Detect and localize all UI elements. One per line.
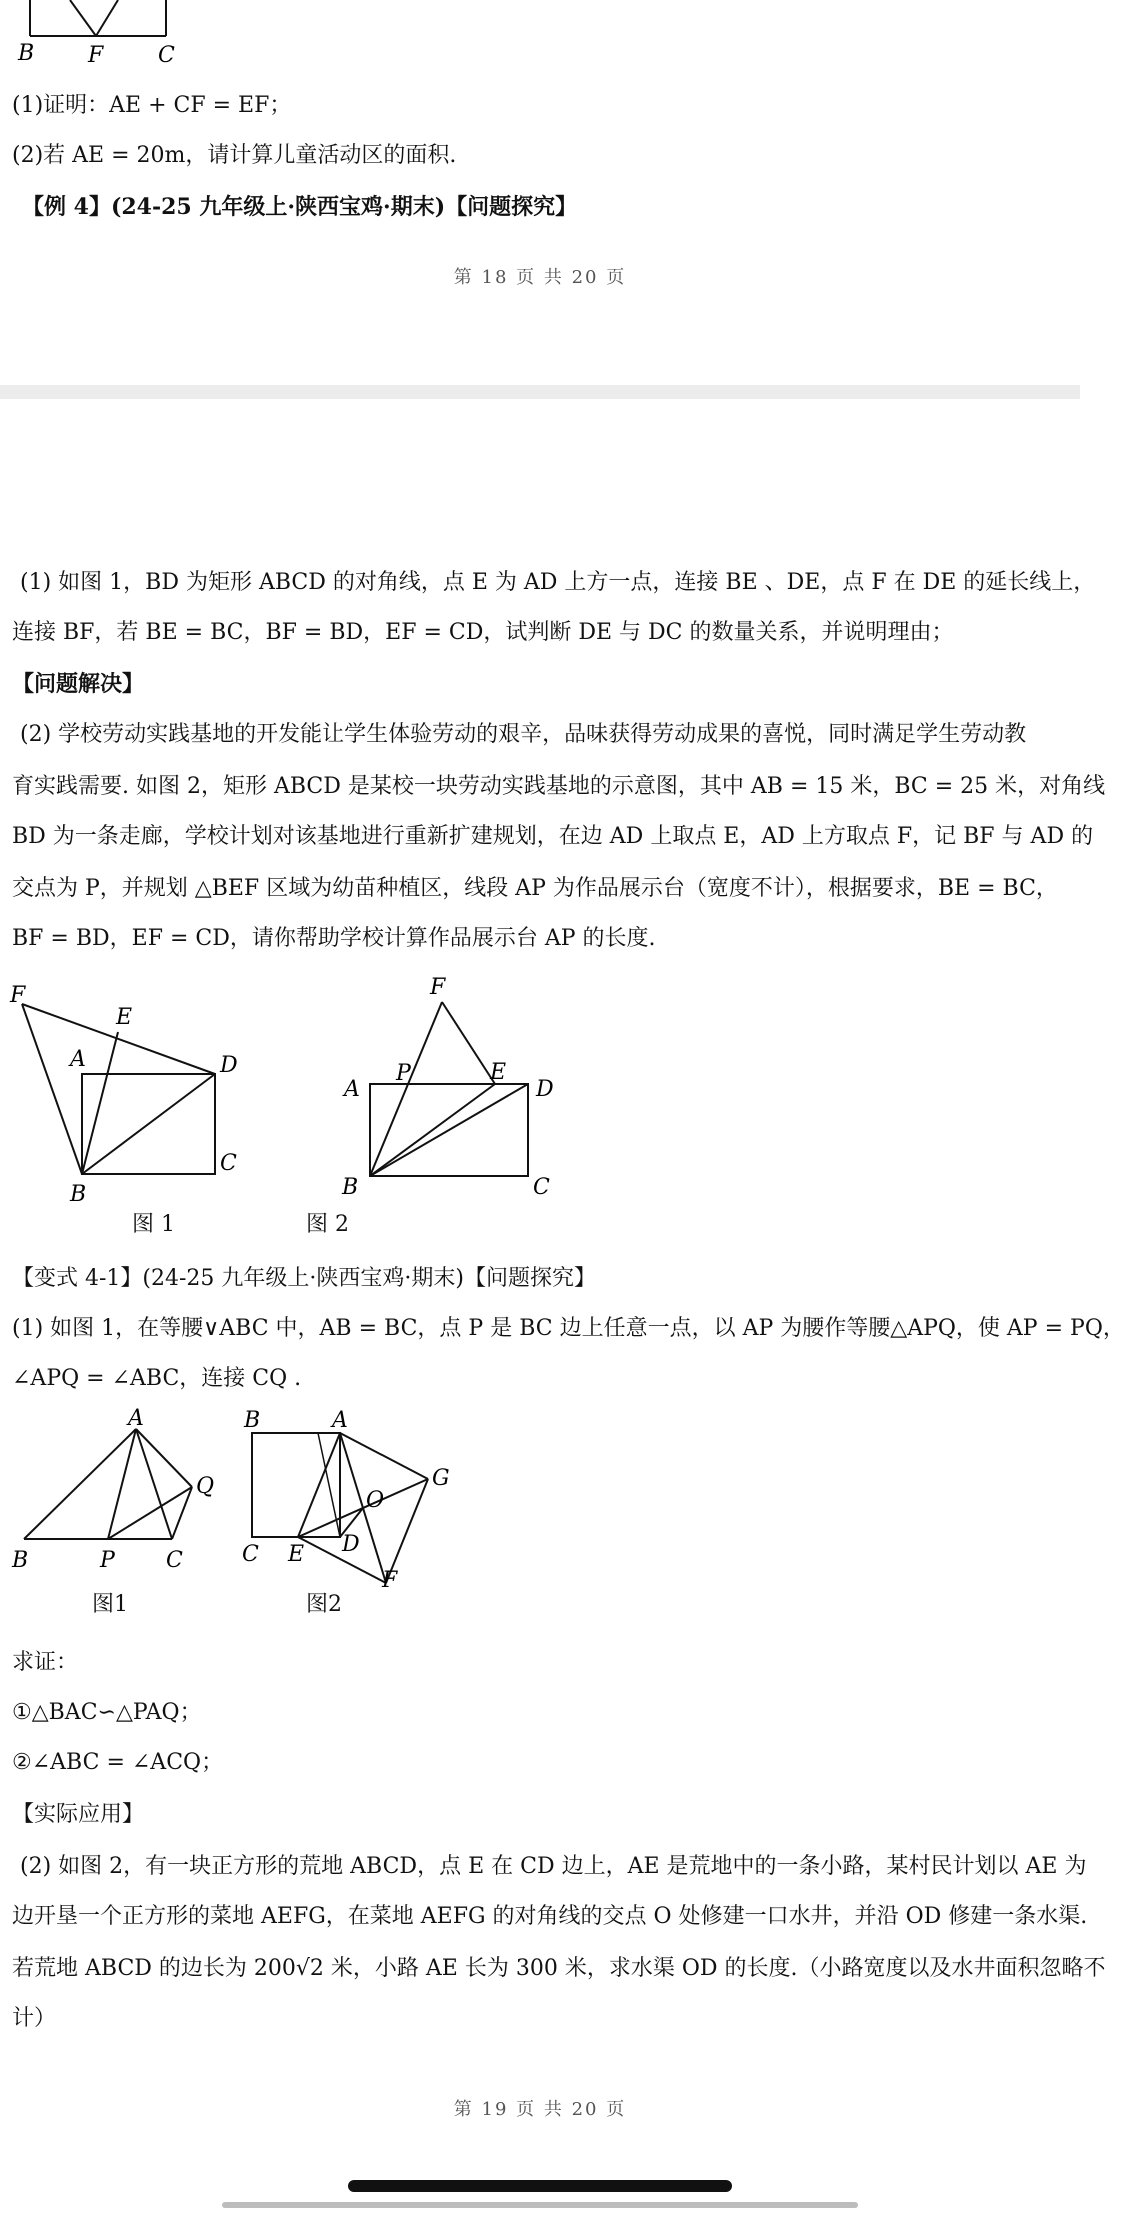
a-line-1: (2) 如图 2，有一块正方形的荒地 ABCD，点 E 在 CD 边上，AE 是荒地中的一条小路，某村民计划以 AE 为 <box>20 1854 1087 1879</box>
p2-line-3: BD 为一条走廊，学校计划对该基地进行重新扩建规划，在边 AD 上取点 E，AD 上方取点 F，记 BF 与 AD 的 <box>12 824 1094 849</box>
fig-label: F <box>382 1568 398 1593</box>
fig-label: C <box>166 1548 183 1573</box>
fig-label: D <box>342 1532 360 1557</box>
fig-label: A <box>70 1047 86 1072</box>
fig-label: C <box>533 1175 550 1200</box>
seg <box>108 1487 192 1539</box>
variant-figure-2 <box>236 1408 466 1593</box>
fig-label: O <box>366 1488 385 1513</box>
seg-bf <box>22 1004 82 1174</box>
figure-2-caption: 图 2 <box>306 1212 349 1237</box>
fig-label: B <box>70 1182 87 1207</box>
page-number-19: 第 19 页 共 20 页 <box>453 2099 627 2120</box>
fig-edge <box>70 0 96 36</box>
fig-label: F <box>10 983 26 1008</box>
fig-label: E <box>116 1005 133 1030</box>
seg <box>136 1429 172 1539</box>
seg <box>172 1487 192 1539</box>
p1-line-2: 连接 BF，若 BE = BC，BF = BD，EF = CD，试判断 DE 与 DC 的数量关系，并说明理由； <box>12 620 954 645</box>
v1-line-1: (1) 如图 1，在等腰∨ABC 中，AB = BC，点 P 是 BC 边上任意一点，以 AP 为腰作等腰△APQ，使 AP = PQ， <box>12 1316 1125 1341</box>
seg <box>108 1429 136 1539</box>
variant-figure-1 <box>0 1406 230 1573</box>
prove-1: ①△BAC∽△PAQ； <box>12 1700 202 1725</box>
page-18 <box>0 0 1080 385</box>
fig-edge <box>96 0 118 36</box>
question-1: (1)证明：AE + CF = EF； <box>12 93 292 118</box>
fig-label: C <box>220 1151 237 1176</box>
fig-label: A <box>344 1077 360 1102</box>
figure-top-partial <box>0 0 200 70</box>
p2-line-5: BF = BD，EF = CD，请你帮助学校计算作品展示台 AP 的长度. <box>12 926 656 951</box>
fig-label: F <box>88 43 104 68</box>
home-indicator[interactable] <box>348 2180 732 2192</box>
a-line-3: 若荒地 ABCD 的边长为 200√2 米，小路 AE 长为 300 米，求水渠 OD 的长度.（小路宽度以及水井面积忽略不 <box>12 1956 1106 1981</box>
a-line-4: 计） <box>12 2006 57 2031</box>
question-2: (2)若 AE = 20m，请计算儿童活动区的面积. <box>12 143 457 168</box>
fig-label: C <box>158 43 175 68</box>
p2-line-2: 育实践需要. 如图 2，矩形 ABCD 是某校一块劳动实践基地的示意图，其中 AB = 15 米，BC = 25 米，对角线 <box>12 774 1106 799</box>
fig-label: E <box>288 1542 305 1567</box>
prove-2: ②∠ABC = ∠ACQ； <box>12 1750 224 1775</box>
page-number-18: 第 18 页 共 20 页 <box>453 267 627 288</box>
fig-label: G <box>432 1466 450 1491</box>
variant-figure-1-caption: 图1 <box>92 1592 128 1617</box>
fig-label: B <box>342 1175 359 1200</box>
page-19 <box>0 399 1125 2217</box>
fig-label: B <box>244 1408 261 1433</box>
fig-label: D <box>220 1053 238 1078</box>
seg-ad <box>318 1433 340 1537</box>
seg-fe <box>442 1002 495 1084</box>
fig-label: P <box>396 1061 411 1086</box>
fig-label: D <box>536 1077 554 1102</box>
square-abcd <box>252 1433 340 1537</box>
fig-label: A <box>332 1408 348 1433</box>
p1-line-1: (1) 如图 1，BD 为矩形 ABCD 的对角线，点 E 为 AD 上方一点，连接 BE 、DE，点 F 在 DE 的延长线上， <box>20 570 1096 595</box>
seg-bd <box>82 1074 215 1174</box>
problem-figure-1 <box>0 964 260 1207</box>
page-gap <box>0 385 1080 399</box>
fig-label: A <box>128 1406 144 1431</box>
solve-heading: 【问题解决】 <box>12 671 145 697</box>
variant-figure-2-caption: 图2 <box>306 1592 342 1617</box>
horizontal-scrollbar[interactable] <box>222 2202 858 2208</box>
seg <box>136 1429 192 1487</box>
prove-heading: 求证： <box>12 1650 79 1675</box>
fig-label: E <box>490 1060 507 1085</box>
seg-ag <box>340 1433 428 1479</box>
p2-line-1: (2) 学校劳动实践基地的开发能让学生体验劳动的艰辛，品味获得劳动成果的喜悦，同时满足学生劳动教 <box>20 722 1027 747</box>
figure-1-caption: 图 1 <box>132 1212 175 1237</box>
example-4-heading: 【例 4】(24-25 九年级上·陕西宝鸡·期末)【问题探究】 <box>22 194 578 220</box>
seg-bd <box>370 1084 528 1176</box>
fig-label: B <box>18 41 35 66</box>
seg <box>24 1429 136 1539</box>
problem-figure-2 <box>330 964 580 1200</box>
a-line-2: 边开垦一个正方形的菜地 AEFG，在菜地 AEFG 的对角线的交点 O 处修建一口水井，并沿 OD 修建一条水渠. <box>12 1904 1088 1929</box>
fig-label: F <box>430 975 446 1000</box>
variant-heading: 【变式 4-1】(24-25 九年级上·陕西宝鸡·期末)【问题探究】 <box>12 1266 596 1291</box>
apply-heading: 【实际应用】 <box>12 1802 145 1827</box>
fig-label: C <box>242 1542 259 1567</box>
fig-label: Q <box>196 1474 215 1499</box>
fig-label: P <box>100 1548 115 1573</box>
v1-line-2: ∠APQ = ∠ABC，连接 CQ . <box>12 1366 302 1391</box>
p2-line-4: 交点为 P，并规划 △BEF 区域为幼苗种植区，线段 AP 为作品展示台（宽度不计），根据要求，BE = BC， <box>12 876 1058 901</box>
fig-label: B <box>12 1548 29 1573</box>
seg-be <box>82 1032 118 1174</box>
